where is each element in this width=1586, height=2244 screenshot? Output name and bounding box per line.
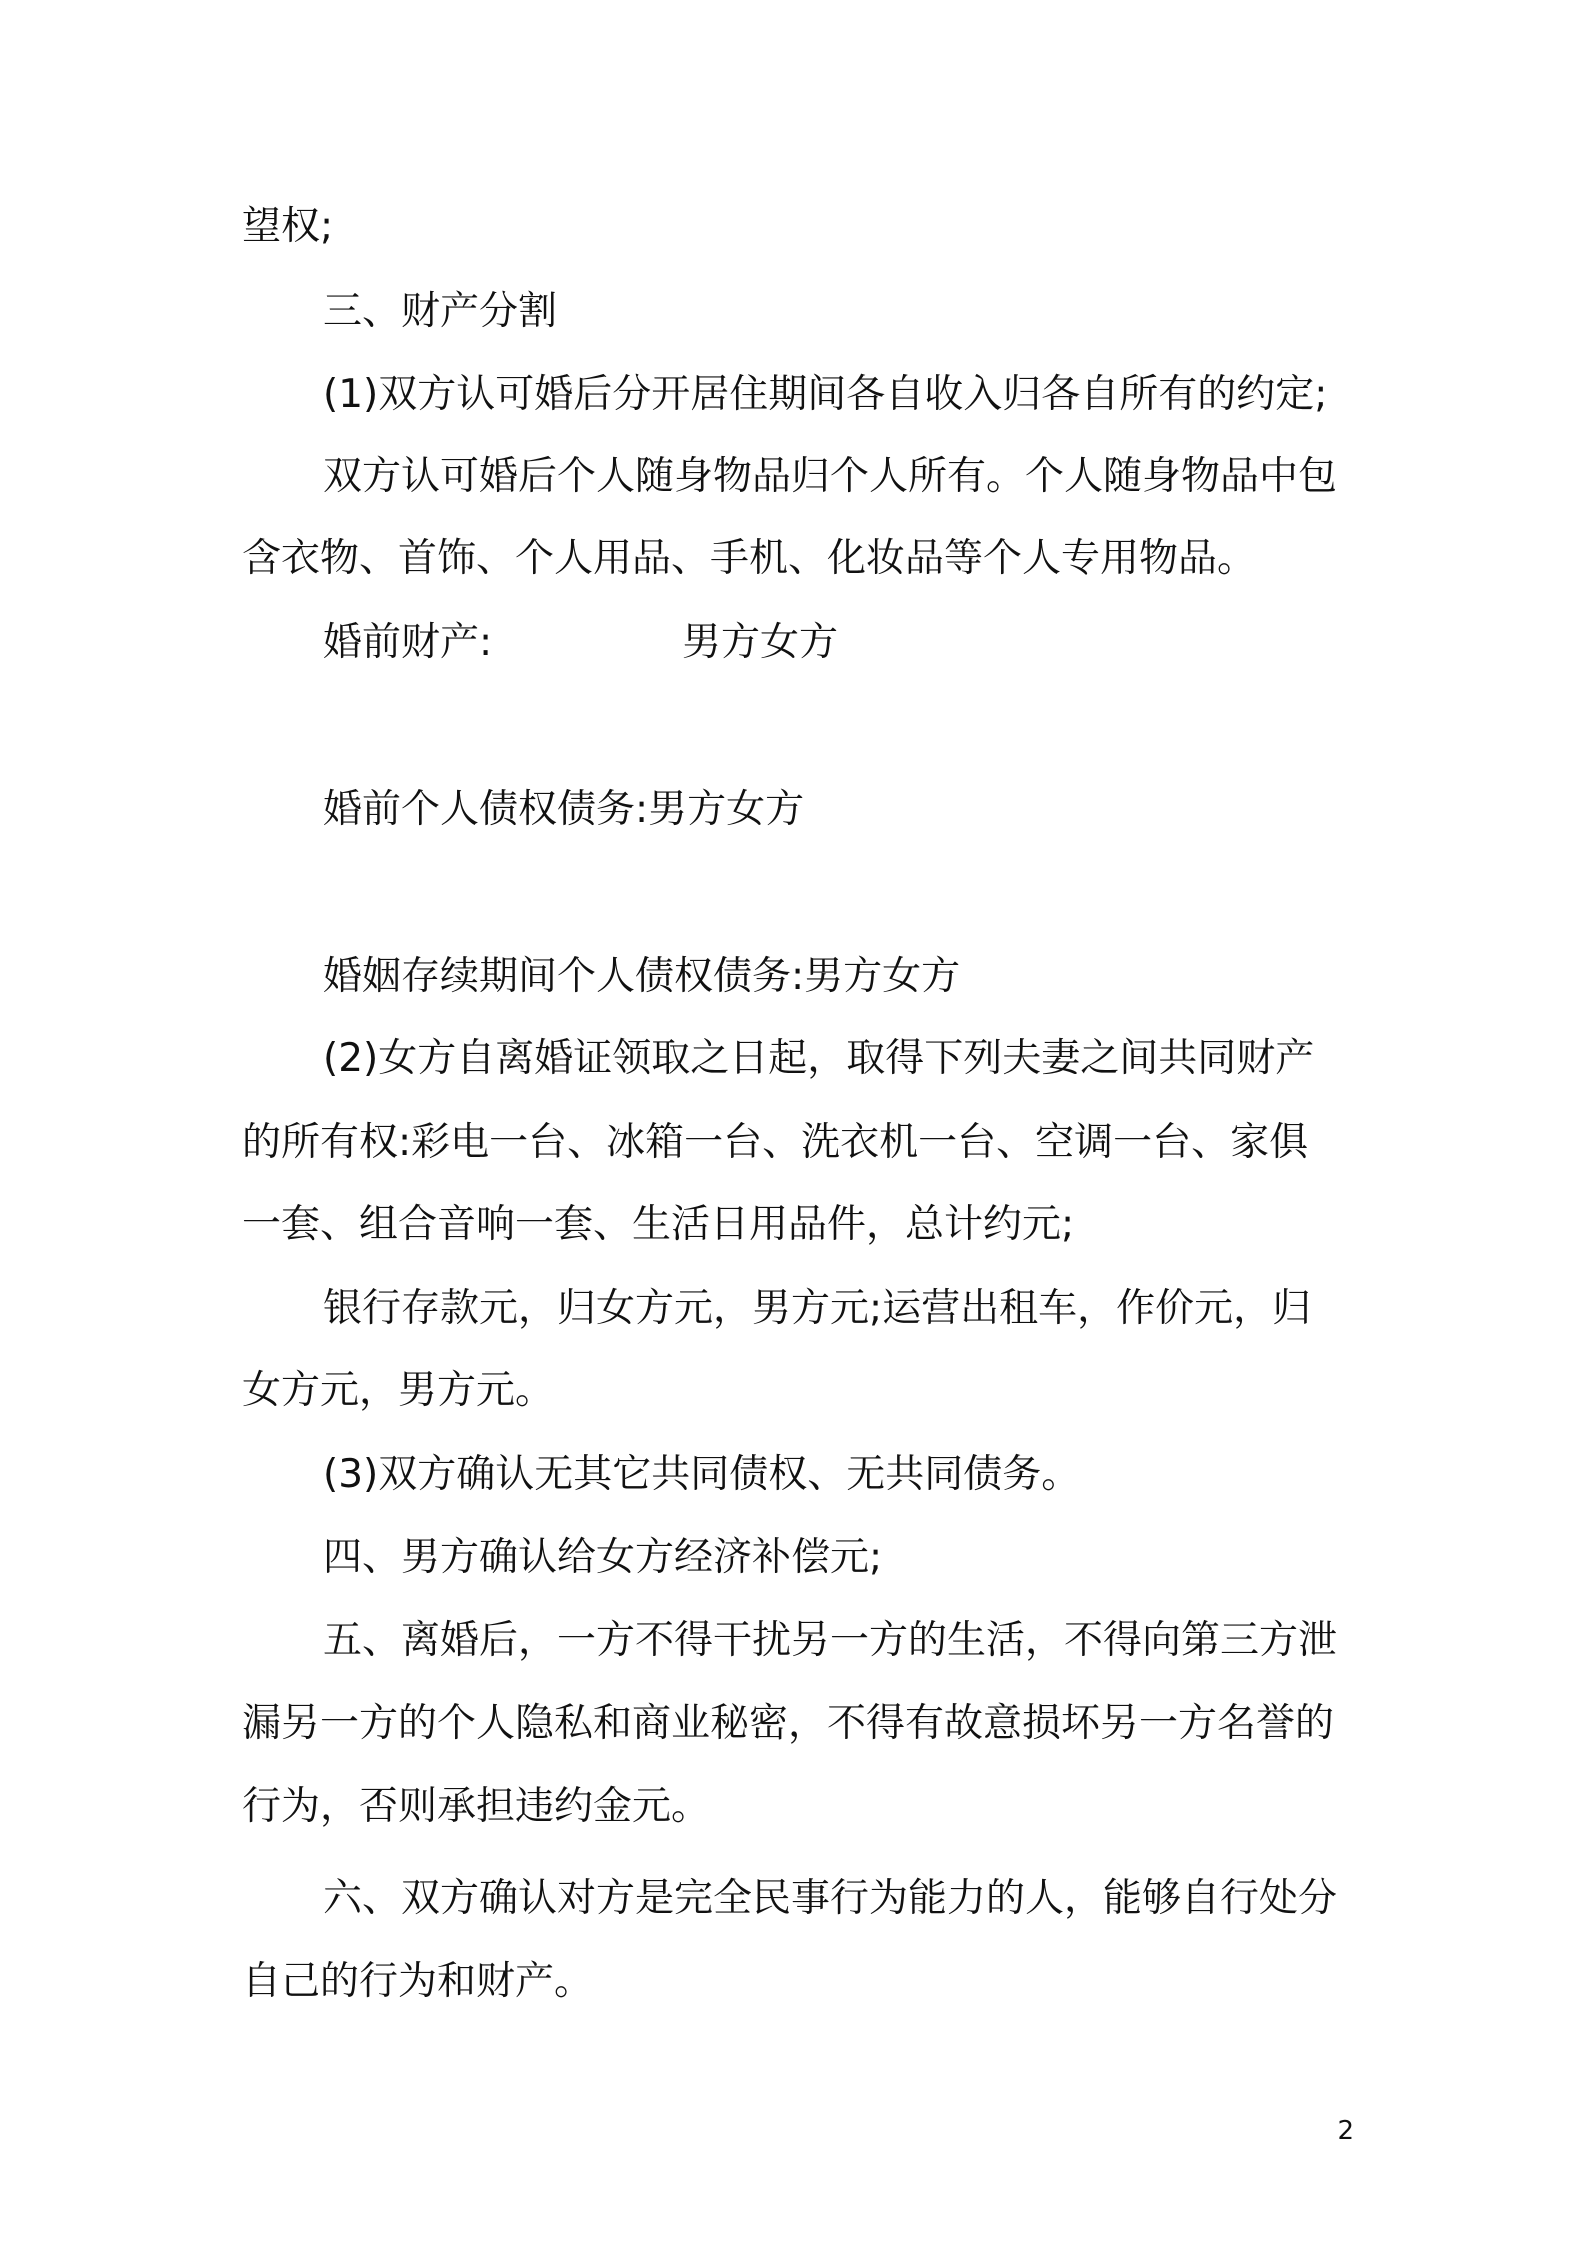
text-line: 双方认可婚后个人随身物品归个人所有。个人随身物品中包 bbox=[323, 454, 1338, 499]
text-line: (3)双方确认无其它共同债权、无共同债务。 bbox=[323, 1452, 1081, 1497]
premarital-property-line bbox=[0, 618, 1586, 668]
text-line: (2)女方自离婚证领取之日起，取得下列夫妻之间共同财产 bbox=[323, 1036, 1315, 1081]
premarital-property-parties: 男方女方 bbox=[682, 620, 839, 665]
text-line: 行为，否则承担违约金元。 bbox=[242, 1784, 711, 1829]
text-line: 女方元，男方元。 bbox=[242, 1368, 555, 1413]
text-line: 的所有权:彩电一台、冰箱一台、洗衣机一台、空调一台、家俱 bbox=[242, 1120, 1309, 1165]
section-heading-capacity: 六、双方确认对方是完全民事行为能力的人，能够自行处分 bbox=[323, 1876, 1338, 1921]
section-heading-property-division: 三、财产分割 bbox=[323, 289, 558, 334]
text-line: 银行存款元，归女方元，男方元;运营出租车，作价元，归 bbox=[323, 1286, 1312, 1331]
text-line: 婚姻存续期间个人债权债务:男方女方 bbox=[323, 954, 961, 999]
section-heading-privacy: 五、离婚后，一方不得干扰另一方的生活，不得向第三方泄 bbox=[323, 1618, 1338, 1663]
text-line: 漏另一方的个人隐私和商业秘密，不得有故意损坏另一方名誉的 bbox=[242, 1701, 1335, 1746]
section-heading-compensation: 四、男方确认给女方经济补偿元; bbox=[323, 1535, 883, 1580]
premarital-property-label: 婚前财产: bbox=[323, 620, 493, 665]
text-line: 自己的行为和财产。 bbox=[242, 1959, 594, 2004]
text-line: 望权; bbox=[242, 204, 334, 249]
text-line: 一套、组合音响一套、生活日用品件，总计约元; bbox=[242, 1202, 1075, 1247]
text-line: (1)双方认可婚后分开居住期间各自收入归各自所有的约定; bbox=[323, 372, 1328, 417]
text-line: 婚前个人债权债务:男方女方 bbox=[323, 787, 805, 832]
page-number: 2 bbox=[1337, 2116, 1354, 2146]
text-line: 含衣物、首饰、个人用品、手机、化妆品等个人专用物品。 bbox=[242, 536, 1257, 581]
